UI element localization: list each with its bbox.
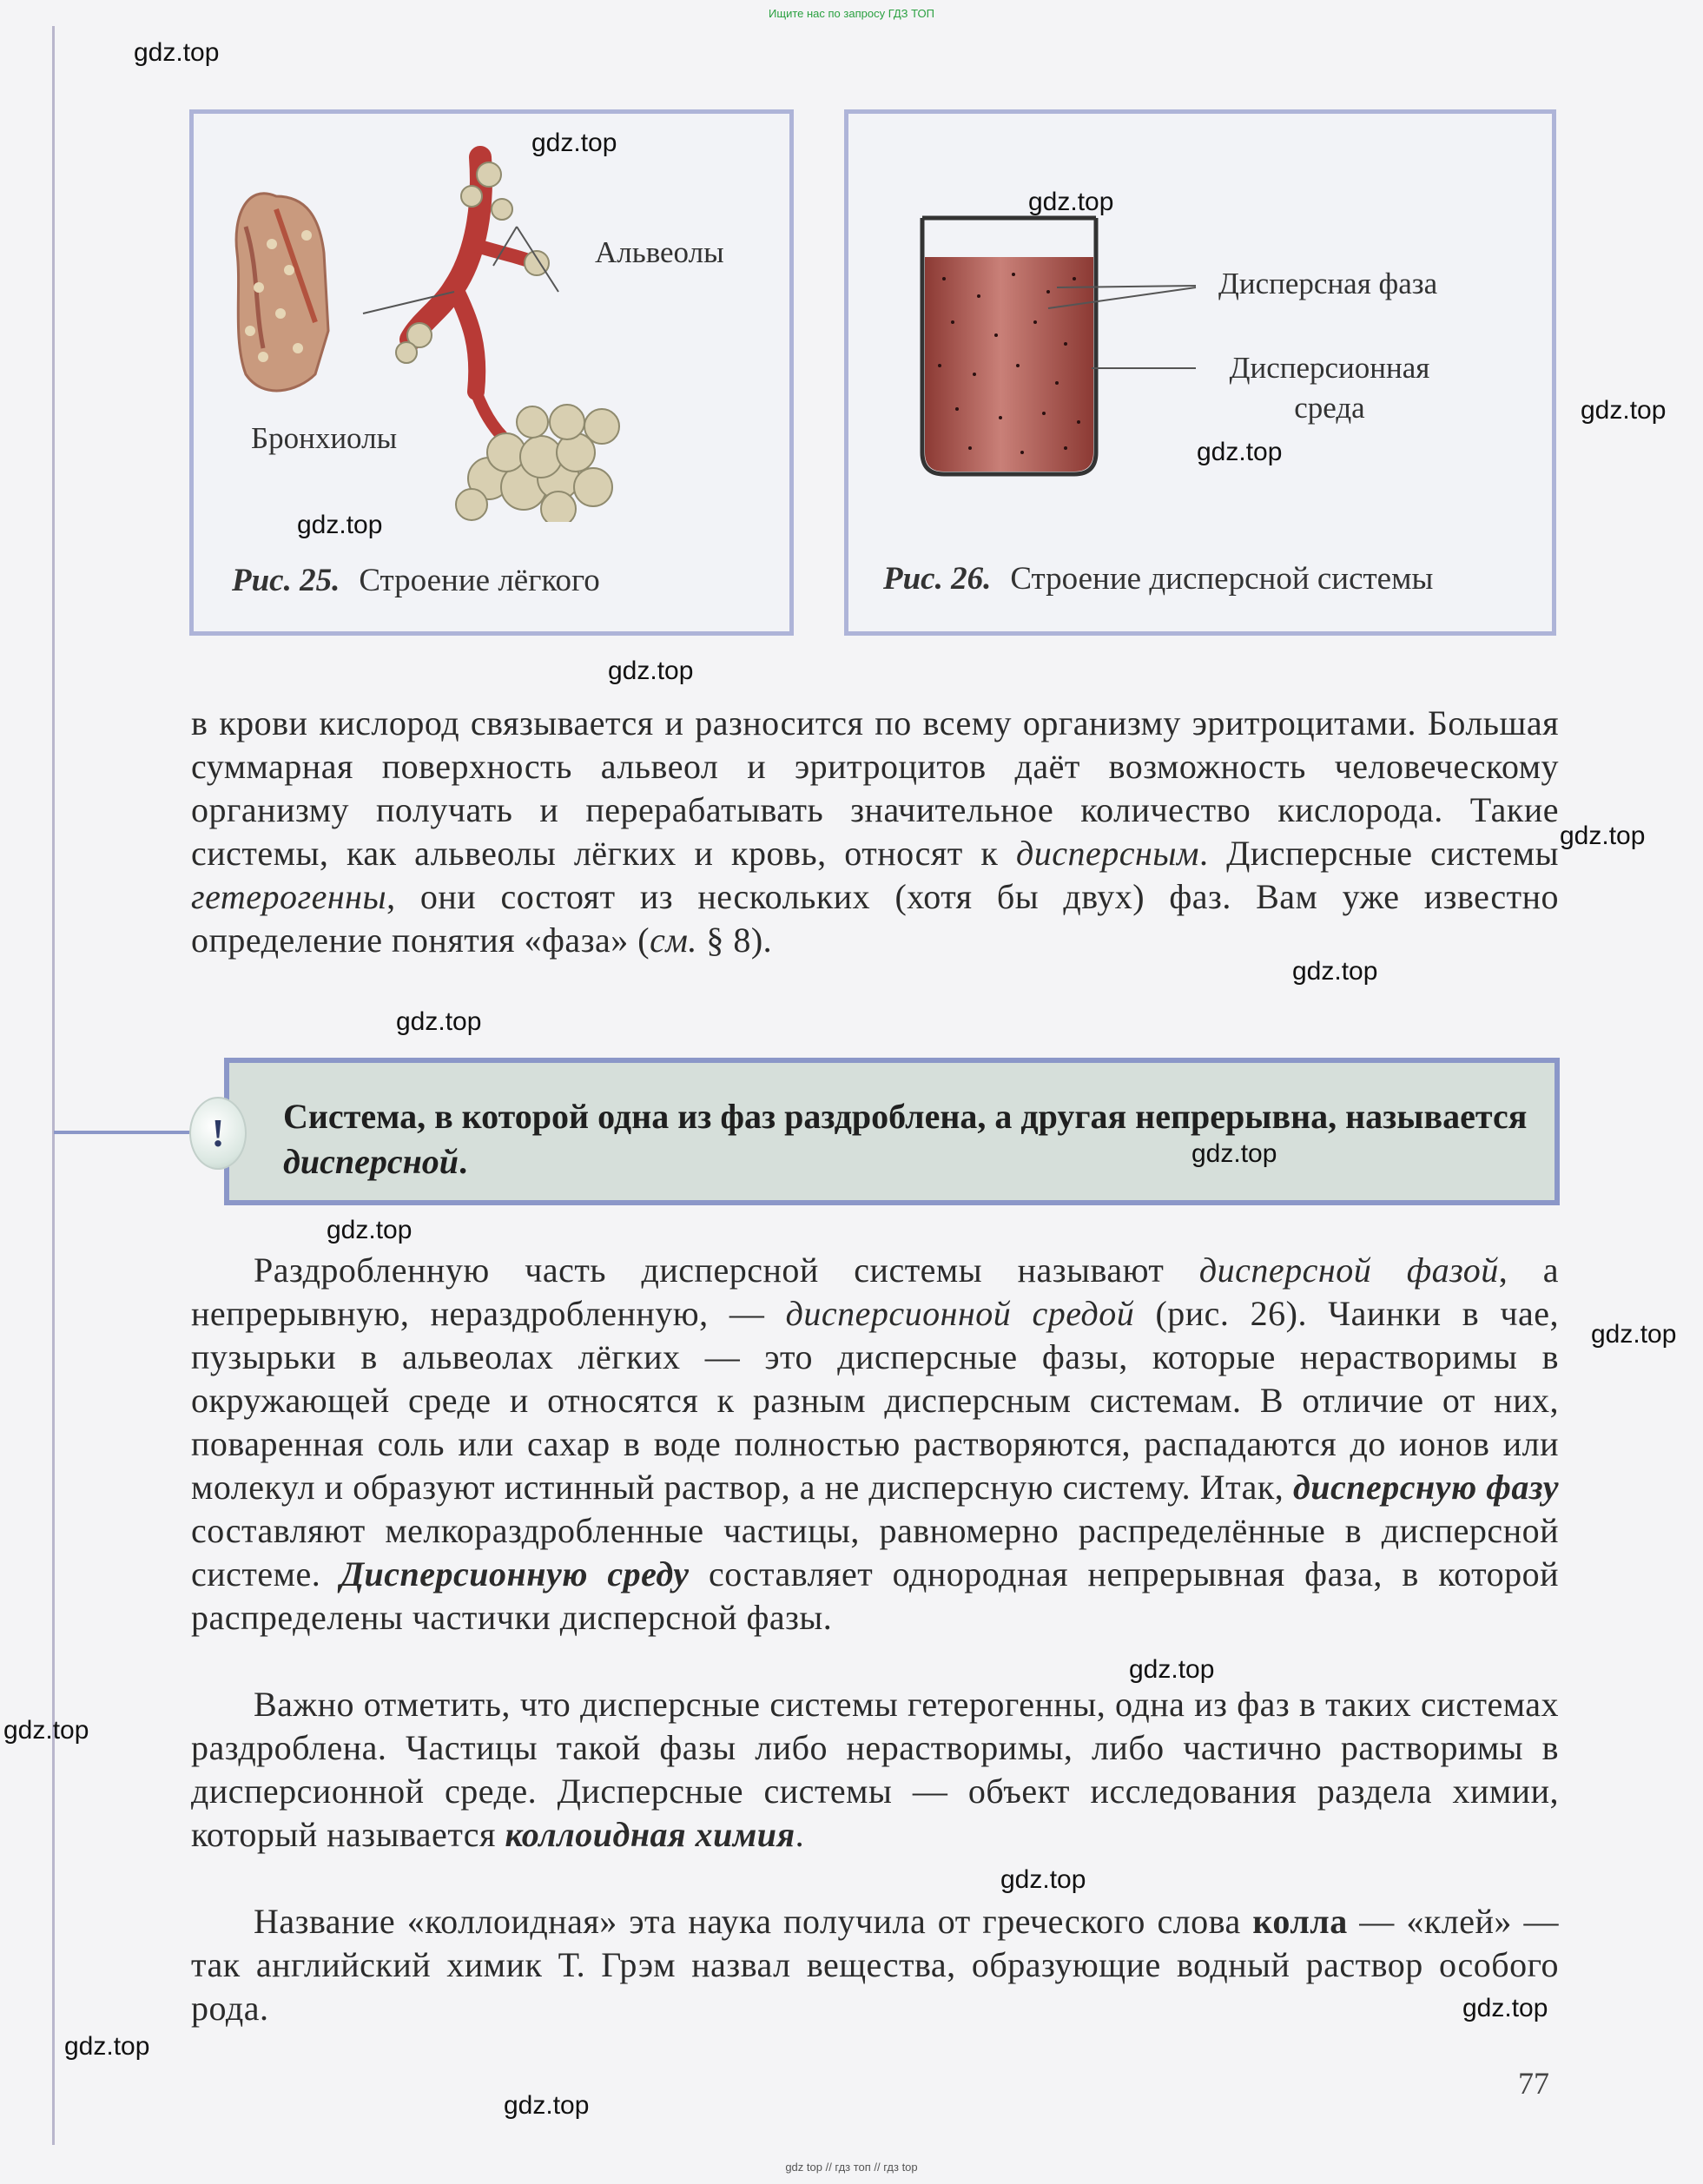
italic-term: дисперсной фазой: [1198, 1250, 1499, 1290]
figure-26-caption: [883, 560, 1433, 597]
top-note: Ищите нас по запросу ГДЗ ТОП: [769, 7, 934, 20]
figure-25-caption: [232, 562, 600, 599]
definition-box: [224, 1058, 1560, 1205]
watermark: gdz.top: [327, 1216, 413, 1244]
text-run: — «клей» — так английский химик Т. Грэм назвал вещества, образующие водный раствор особого рода.: [191, 1902, 1559, 2028]
paragraph-2: [191, 1249, 1559, 1640]
watermark: gdz.top: [396, 1007, 482, 1036]
watermark: gdz.top: [608, 657, 694, 685]
watermark: gdz.top: [3, 1716, 89, 1745]
watermark: gdz.top: [134, 38, 220, 67]
label-bronchioles: Бронхиолы: [251, 421, 398, 455]
text-run: .: [459, 1142, 468, 1181]
caption-number: Рис. 25.: [232, 563, 340, 598]
alveoli-cluster: [396, 162, 619, 522]
watermark: gdz.top: [531, 129, 617, 157]
italic-term: дисперсным: [1015, 834, 1199, 873]
bold-term: дисперсную фазу: [1292, 1468, 1559, 1507]
watermark: gdz.top: [504, 2091, 590, 2120]
beaker: [922, 218, 1096, 474]
figure-25: [189, 109, 794, 636]
italic-term: дисперсионной средой: [785, 1294, 1135, 1333]
text-run: составляют мелкораздробленные частицы, равномерно распределённые в дисперсной системе.: [191, 1511, 1559, 1593]
label-dispersed-phase: Дисперсная фаза: [1218, 267, 1438, 300]
paragraph-1: [191, 702, 1559, 962]
text-run: Раздробленную часть дисперсной системы называют: [254, 1250, 1199, 1290]
label-dispersion-medium: [1199, 348, 1460, 428]
text-run: Важно отметить, что дисперсные системы гетерогенны, одна из фаз в таких системах раздроблена. Частицы такой фазы либо нерастворимы, либо частично растворимы в дисперсионной среде. Дисперсные системы — объект исследования раздела химии, который называется: [191, 1685, 1559, 1854]
text-run: , а непрерывную, нераздробленную, —: [191, 1250, 1559, 1333]
caption-number: Рис. 26.: [883, 561, 992, 597]
watermark: gdz.top: [1560, 821, 1646, 850]
watermark: gdz.top: [1462, 1994, 1548, 2022]
definition-connector-line: [54, 1131, 193, 1134]
text-run: составляет однородная непрерывная фаза, в которой распределены частички дисперсной фазы.: [191, 1554, 1560, 1637]
text-run: (рис. 26). Чаинки в чае, пузырьки в альвеолах лёгких — это дисперсные фазы, которые нерастворимы в окружающей среде и относятся к разным дисперсным системам. В отличие от них, поваренная соль или сахар в воде полностью растворяются, распадаются до ионов или молекул и образуют истинный раствор, а не дисперсную систему. Итак,: [191, 1294, 1559, 1507]
watermark: gdz.top: [1129, 1655, 1215, 1684]
bold-term: коллоидная химия: [505, 1815, 795, 1854]
page-number: 77: [1518, 2066, 1549, 2101]
caption-text: Строение лёгкого: [359, 563, 600, 598]
text-run: § 8).: [696, 920, 773, 960]
watermark: gdz.top: [1028, 188, 1114, 216]
exclamation-icon: !: [189, 1097, 247, 1170]
watermark: gdz.top: [1191, 1139, 1277, 1168]
label-alveoli: Альвеолы: [595, 235, 724, 269]
lung-illustration: [194, 114, 789, 522]
label-dispersion-medium-line1: Дисперсионная: [1229, 351, 1430, 385]
caption-text: Строение дисперсной системы: [1010, 561, 1434, 597]
lung-shape: [236, 194, 328, 391]
italic-term: дисперсной: [283, 1142, 459, 1181]
watermark: gdz.top: [64, 2032, 150, 2061]
bold-term: Дисперсионную среду: [340, 1554, 690, 1593]
label-dispersion-medium-line2: среда: [1294, 391, 1365, 425]
text-run: Название «коллоидная» эта наука получила от греческого слова: [254, 1902, 1253, 1941]
figure-26: [844, 109, 1556, 636]
text-run: , они состоят из нескольких (хотя бы двух) фаз. Вам уже известно определение понятия «фаза» (: [191, 877, 1559, 960]
watermark: gdz.top: [1000, 1865, 1086, 1894]
text-run: в крови кислород связывается и разносится по всему организму эритроцитами. Большая суммарная поверхность альвеол и эритроцитов даёт возможность человеческому организму получать и перерабатывать значительное количество кислорода. Такие системы, как альвеолы лёгких и кровь, относят к: [191, 703, 1559, 873]
text-run: Система, в которой одна из фаз раздроблена, а другая непрерывна, называется: [283, 1097, 1528, 1136]
text-run: . Дисперсные системы: [1198, 834, 1559, 873]
watermark: gdz.top: [1292, 957, 1378, 986]
paragraph-4: [191, 1900, 1559, 2030]
paragraph-3: [191, 1683, 1559, 1857]
margin-line: [52, 26, 55, 2145]
italic-term: см.: [650, 920, 697, 960]
bold-term: колла: [1252, 1902, 1348, 1941]
watermark: gdz.top: [1197, 438, 1283, 466]
text-run: .: [795, 1815, 805, 1854]
watermark: gdz.top: [297, 511, 383, 539]
watermark: gdz.top: [1591, 1320, 1677, 1349]
definition-text: [283, 1094, 1534, 1184]
bottom-note: gdz top // гдз топ // гдз top: [785, 2161, 918, 2174]
watermark: gdz.top: [1581, 396, 1667, 425]
italic-term: гетерогенны: [191, 877, 387, 916]
